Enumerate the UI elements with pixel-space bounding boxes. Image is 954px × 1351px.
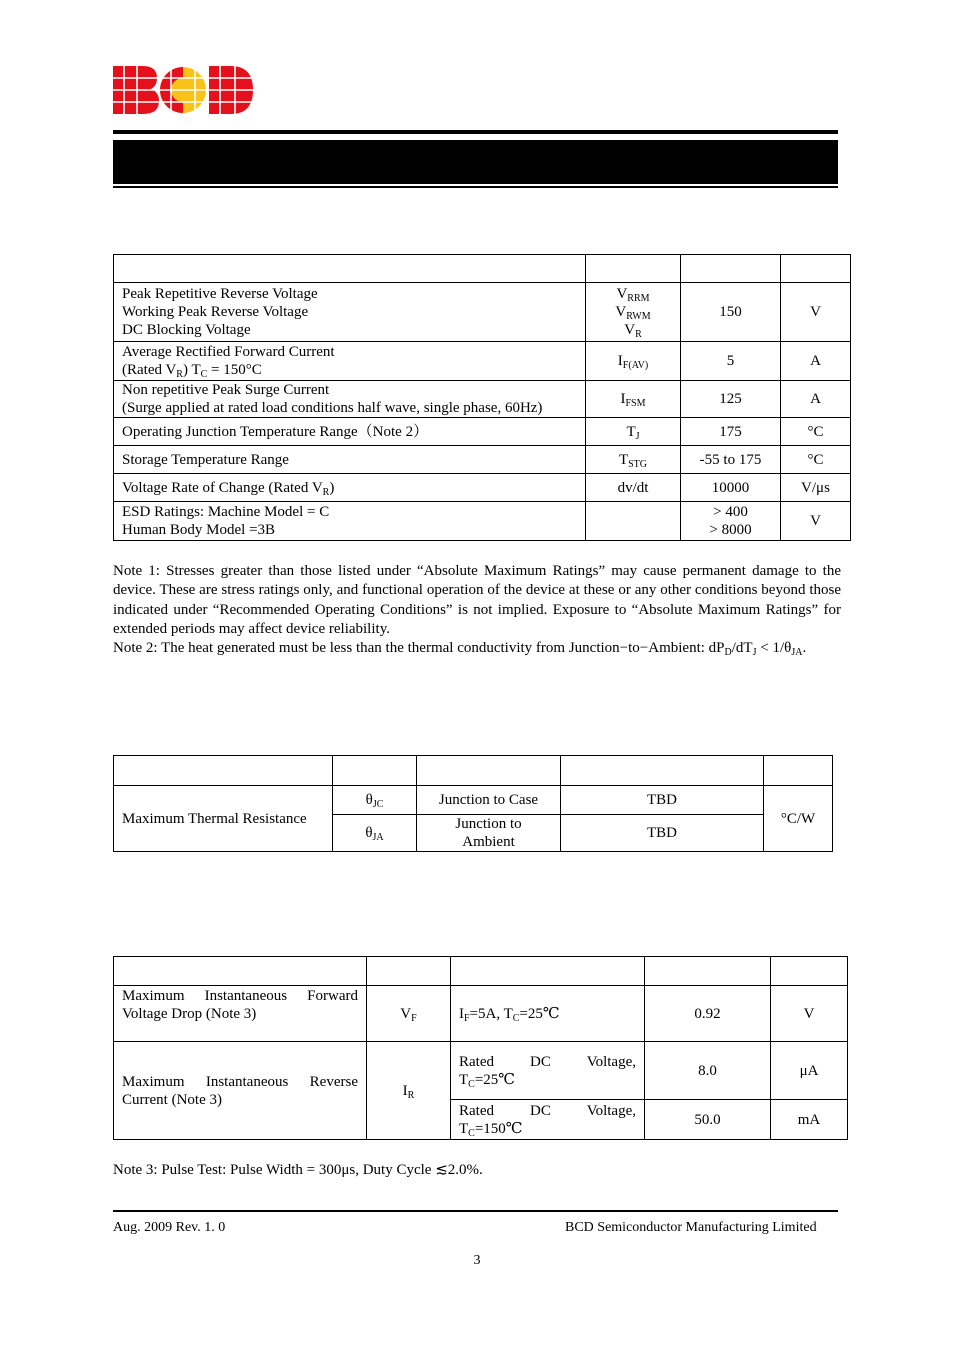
symbol-cell: $I_R$ bbox=[367, 1042, 451, 1140]
symbol-cell: $I_{F(AV)}$ bbox=[586, 342, 681, 381]
unit-cell: °C bbox=[781, 418, 851, 446]
condition-cell: Junction to Ambient bbox=[417, 815, 561, 852]
unit-cell: A bbox=[781, 342, 851, 381]
param-cell: ESD Ratings: Machine Model = C Human Body Model =3B bbox=[114, 502, 586, 541]
symbol-cell: $V_{RRM}$ $V_{RWM}$ $V_R$ bbox=[586, 283, 681, 342]
value-cell: TBD bbox=[561, 786, 764, 815]
value-cell: 5 bbox=[681, 342, 781, 381]
table-row bbox=[114, 446, 851, 474]
table-header-row bbox=[114, 756, 833, 786]
table-row bbox=[114, 342, 851, 381]
condition-cell: Rated DC Voltage, $T_C=150℃$ bbox=[451, 1100, 645, 1140]
title-bar bbox=[113, 140, 838, 184]
footer-date-revision: Aug. 2009 Rev. 1. 0 bbox=[113, 1220, 226, 1235]
absolute-max-ratings-table bbox=[113, 254, 851, 541]
table-row bbox=[114, 418, 851, 446]
value-cell: 0.92 bbox=[645, 986, 771, 1042]
param-cell: Maximum Thermal Resistance bbox=[114, 786, 333, 852]
footer-company: BCD Semiconductor Manufacturing Limited bbox=[565, 1220, 817, 1235]
table-header-row bbox=[114, 255, 851, 283]
table-row bbox=[114, 283, 851, 342]
header-underline bbox=[113, 186, 838, 188]
param-cell: Average Rectified Forward Current (Rated $V_R$) $T_C = 150^\circ C$ bbox=[114, 342, 586, 381]
unit-cell: V/μs bbox=[781, 474, 851, 502]
value-cell: 150 bbox=[681, 283, 781, 342]
unit-cell: °C/W bbox=[764, 786, 833, 852]
table-row bbox=[114, 474, 851, 502]
symbol-cell: $\theta_{JC}$ bbox=[333, 786, 417, 815]
table-row bbox=[114, 381, 851, 418]
symbol-cell: $I_{FSM}$ bbox=[586, 381, 681, 418]
table-row bbox=[114, 502, 851, 541]
bcd-logo bbox=[113, 66, 255, 114]
footer-rule bbox=[113, 1210, 838, 1212]
value-cell: > 400 > 8000 bbox=[681, 502, 781, 541]
value-cell: 175 bbox=[681, 418, 781, 446]
header-rule bbox=[113, 130, 838, 134]
table-header-row bbox=[114, 957, 848, 986]
symbol-cell bbox=[586, 502, 681, 541]
unit-cell: A bbox=[781, 381, 851, 418]
param-line: DC Blocking Voltage bbox=[122, 322, 251, 338]
table-row bbox=[114, 786, 833, 815]
symbol-cell: $T_J$ bbox=[586, 418, 681, 446]
unit-cell: V bbox=[781, 283, 851, 342]
page-number: 3 bbox=[473, 1253, 481, 1268]
note-1: Note 1: Stresses greater than those listed under “Absolute Maximum Ratings” may cause permanent damage to the device. These are stress ratings only, and functional operation of the device at these or any other conditions beyond those indicated under “Recommended Operating Conditions” is not implied. Exposure to “Absolute Maximum Ratings” for extended periods may affect device reliability. bbox=[113, 563, 841, 637]
symbol-cell: $V_F$ bbox=[367, 986, 451, 1042]
param-cell: Voltage Rate of Change (Rated $V_R$) bbox=[114, 474, 586, 502]
value-cell: -55 to 175 bbox=[681, 446, 781, 474]
param-line: Working Peak Reverse Voltage bbox=[122, 304, 309, 320]
condition-cell: Rated DC Voltage, $T_C=25℃$ bbox=[451, 1042, 645, 1100]
param-cell: Storage Temperature Range bbox=[114, 446, 586, 474]
notes-block bbox=[113, 562, 841, 658]
param-cell bbox=[114, 283, 586, 342]
unit-cell: mA bbox=[771, 1100, 848, 1140]
thermal-table bbox=[113, 755, 833, 852]
note-2: Note 2: The heat generated must be less than the thermal conductivity from Junction−to−Ambient: $dP_D/dT_J < 1/\theta_{JA}$. bbox=[113, 640, 807, 659]
value-cell: 10000 bbox=[681, 474, 781, 502]
param-line: Peak Repetitive Reverse Voltage bbox=[122, 286, 318, 302]
param-cell: Maximum Instantaneous Forward Voltage Drop (Note 3) bbox=[114, 986, 367, 1042]
symbol-cell: $T_{STG}$ bbox=[586, 446, 681, 474]
value-cell: 8.0 bbox=[645, 1042, 771, 1100]
note-3: Note 3: Pulse Test: Pulse Width = 300μs, Duty Cycle ≲2.0%. bbox=[113, 1162, 483, 1178]
condition-cell: Junction to Case bbox=[417, 786, 561, 815]
param-cell: Non repetitive Peak Surge Current (Surge applied at rated load conditions half wave, single phase, 60Hz) bbox=[114, 381, 586, 418]
table-row bbox=[114, 1042, 848, 1100]
param-cell: Maximum Instantaneous Reverse Current (Note 3) bbox=[114, 1042, 367, 1140]
table-row bbox=[114, 986, 848, 1042]
unit-cell: μA bbox=[771, 1042, 848, 1100]
value-cell: 50.0 bbox=[645, 1100, 771, 1140]
electrical-table bbox=[113, 956, 848, 1140]
symbol-cell: dv/dt bbox=[586, 474, 681, 502]
symbol-cell: $\theta_{JA}$ bbox=[333, 815, 417, 852]
unit-cell: V bbox=[781, 502, 851, 541]
value-cell: TBD bbox=[561, 815, 764, 852]
unit-cell: °C bbox=[781, 446, 851, 474]
value-cell: 125 bbox=[681, 381, 781, 418]
param-cell: Operating Junction Temperature Range（Note 2） bbox=[114, 418, 586, 446]
unit-cell: V bbox=[771, 986, 848, 1042]
condition-cell: $I_F=5A$, $T_C=25℃$ bbox=[451, 986, 645, 1042]
